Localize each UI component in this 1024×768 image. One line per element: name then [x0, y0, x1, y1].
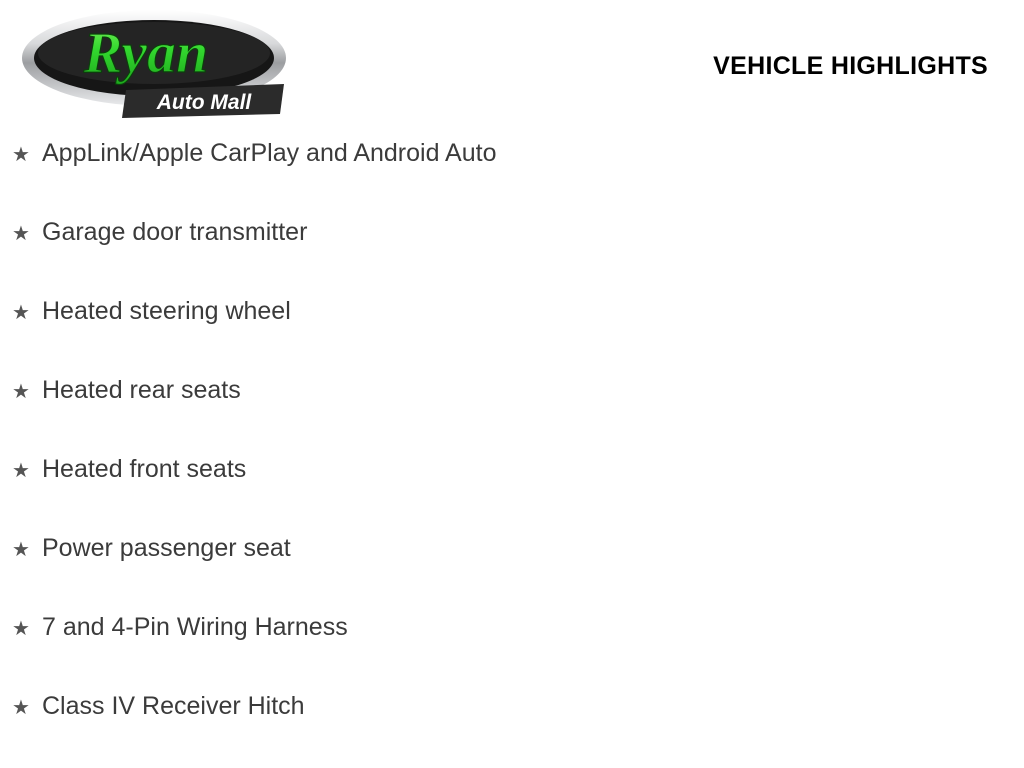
star-icon: ★	[12, 618, 30, 640]
list-item	[0, 535, 1024, 614]
star-icon: ★	[12, 223, 30, 245]
highlight-label: Garage door transmitter	[42, 218, 308, 246]
highlight-label: Heated steering wheel	[42, 297, 291, 325]
highlight-label: Heated rear seats	[42, 376, 241, 404]
list-item	[0, 456, 1024, 535]
ryan-auto-mall-logo	[18, 6, 290, 126]
highlight-label: 7 and 4-Pin Wiring Harness	[42, 613, 348, 641]
star-icon: ★	[12, 539, 30, 561]
list-item	[0, 614, 1024, 693]
list-item	[0, 140, 1024, 219]
list-item	[0, 377, 1024, 456]
highlight-label: Power passenger seat	[42, 534, 291, 562]
page-title: VEHICLE HIGHLIGHTS	[713, 52, 988, 80]
list-item	[0, 693, 1024, 768]
star-icon: ★	[12, 302, 30, 324]
highlight-label: AppLink/Apple CarPlay and Android Auto	[42, 139, 497, 167]
highlight-label: Heated front seats	[42, 455, 247, 483]
star-icon: ★	[12, 697, 30, 719]
list-item	[0, 298, 1024, 377]
star-icon: ★	[12, 381, 30, 403]
vehicle-highlights-list	[0, 140, 1024, 768]
highlight-label: Class IV Receiver Hitch	[42, 692, 305, 720]
list-item	[0, 219, 1024, 298]
svg-text:Ryan: Ryan	[83, 20, 209, 85]
svg-text:Auto Mall: Auto Mall	[156, 91, 252, 114]
star-icon: ★	[12, 144, 30, 166]
page-header	[0, 0, 1024, 132]
star-icon: ★	[12, 460, 30, 482]
